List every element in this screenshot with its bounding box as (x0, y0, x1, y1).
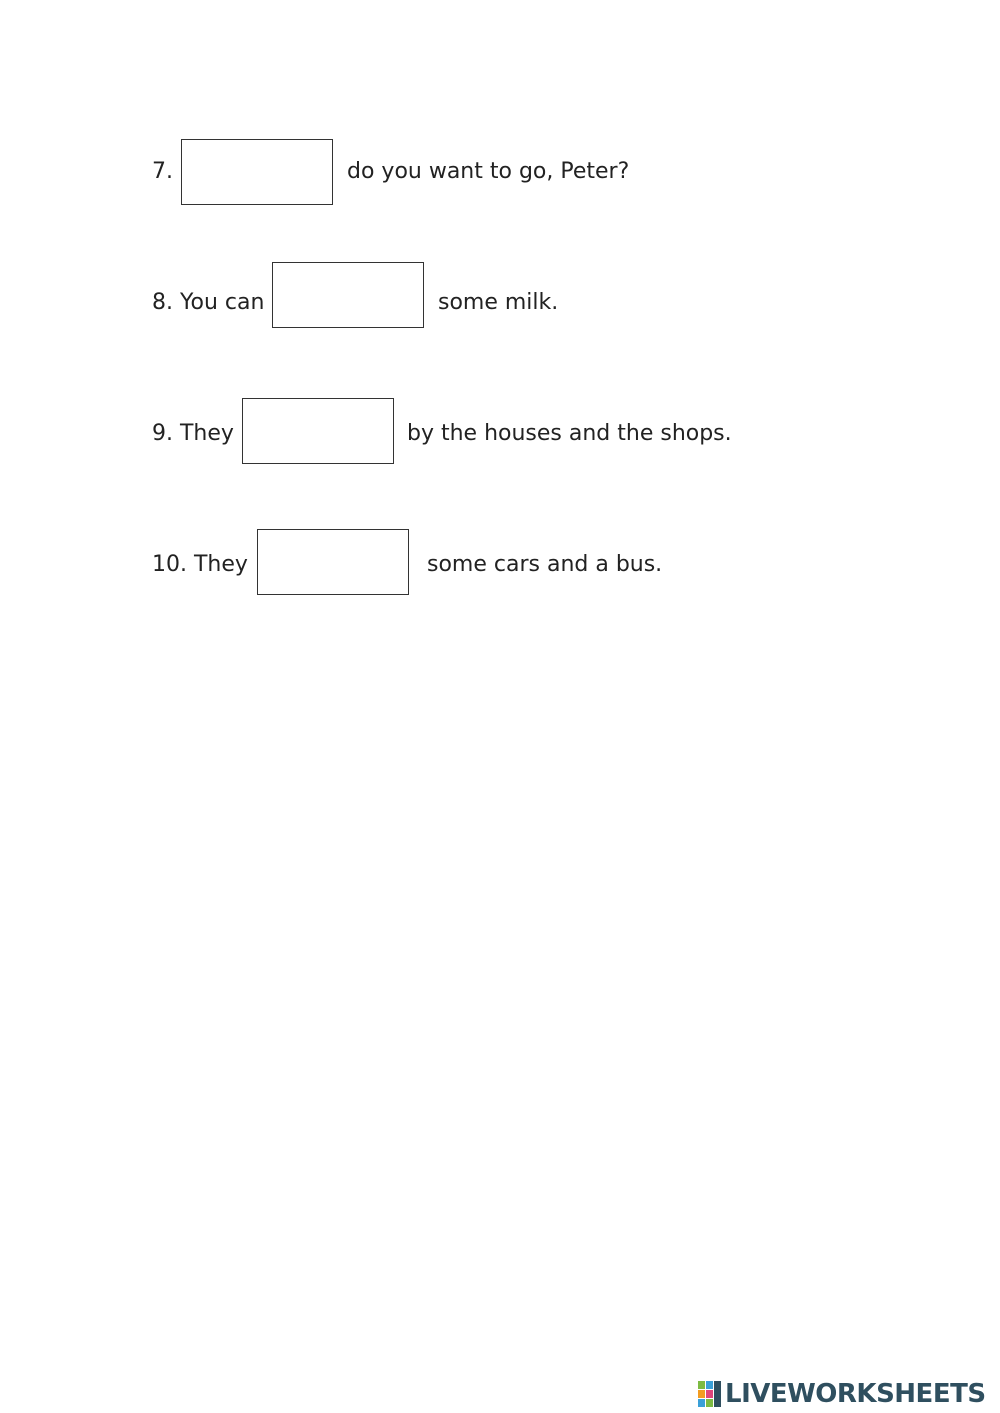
answer-box-7[interactable] (181, 139, 333, 205)
answer-box-9[interactable] (242, 398, 394, 464)
answer-box-10[interactable] (257, 529, 409, 595)
question-10-text: some cars and a bus. (427, 552, 663, 577)
liveworksheets-logo-icon (697, 1379, 723, 1409)
question-8-prefix: 8. You can (152, 290, 265, 315)
question-10-prefix: 10. They (152, 552, 248, 577)
question-9-prefix: 9. They (152, 421, 234, 446)
question-7-prefix: 7. (152, 159, 173, 184)
liveworksheets-wordmark: LIVEWORKSHEETS (725, 1379, 986, 1409)
question-8-text: some milk. (438, 290, 559, 315)
answer-box-8[interactable] (272, 262, 424, 328)
question-9-text: by the houses and the shops. (407, 421, 732, 446)
liveworksheets-brand (697, 1377, 986, 1411)
question-7-text: do you want to go, Peter? (347, 159, 630, 184)
